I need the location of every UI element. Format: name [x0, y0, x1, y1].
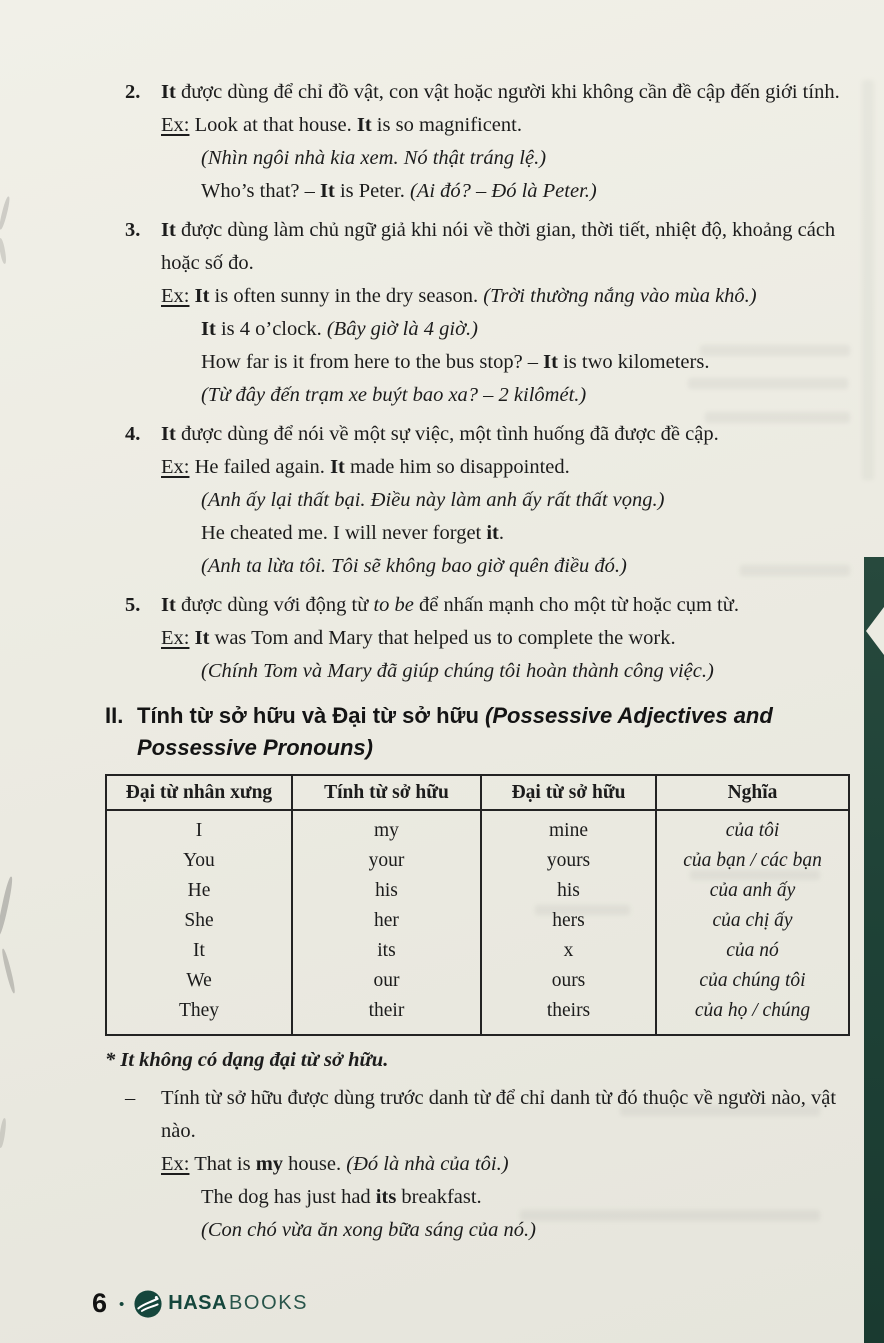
scan-mark — [0, 238, 7, 264]
section-title: Tính từ sở hữu và Đại từ sở hữu (Possessive Adjectives and Possessive Pronouns) — [137, 703, 773, 760]
bleed-artifact — [862, 80, 874, 480]
page-number: 6 — [92, 1288, 108, 1318]
table-column-possessive-adjectives — [293, 811, 482, 1034]
scan-mark — [0, 196, 11, 230]
scan-mark — [1, 948, 17, 994]
table-cell: his — [557, 880, 580, 901]
item-number: 4. — [125, 423, 141, 445]
page-footer — [92, 1288, 308, 1319]
table-cell: your — [368, 850, 405, 871]
table-cell: its — [377, 940, 396, 961]
table-cell: của chị ấy — [712, 910, 793, 931]
example-line: The dog has just had its breakfast. — [201, 1186, 482, 1208]
translation-line: (Con chó vừa ăn xong bữa sáng của nó.) — [201, 1219, 536, 1241]
scan-mark — [0, 1118, 7, 1148]
translation-line: (Nhìn ngôi nhà kia xem. Nó thật tráng lệ.) — [201, 147, 547, 169]
example-line: It is 4 o’clock. (Bây giờ là 4 giờ.) — [201, 318, 478, 340]
table-cell: We — [186, 970, 212, 991]
item-number: 3. — [125, 219, 141, 241]
table-cell: của chúng tôi — [699, 970, 806, 991]
table-footnote: * It không có dạng đại từ sở hữu. — [105, 1049, 389, 1071]
translation-line: (Chính Tom và Mary đã giúp chúng tôi hoàn thành công việc.) — [201, 660, 714, 682]
table-cell: He — [187, 880, 211, 901]
grammar-item-2 — [125, 76, 852, 208]
scan-mark — [0, 876, 14, 936]
example-line: He cheated me. I will never forget it. — [201, 522, 505, 544]
table-header-meaning: Nghĩa — [657, 776, 848, 811]
table-column-possessive-pronouns — [482, 811, 657, 1034]
table-cell: của anh ấy — [709, 880, 796, 901]
table-cell: She — [184, 910, 214, 931]
possessive-table — [105, 774, 850, 1036]
table-cell: her — [374, 910, 399, 931]
table-column-pronouns — [107, 811, 293, 1034]
item-number: 2. — [125, 81, 141, 103]
table-header-pronoun: Đại từ nhân xưng — [107, 776, 293, 811]
rule-text: It được dùng để chỉ đồ vật, con vật hoặc người khi không cần đề cập đến giới tính. — [161, 81, 840, 103]
translation-line: (Anh ta lừa tôi. Tôi sẽ không bao giờ quên điều đó.) — [201, 555, 627, 577]
table-cell: You — [183, 850, 215, 871]
grammar-item-5 — [125, 589, 852, 688]
page-content — [105, 76, 852, 1253]
table-cell: They — [178, 1000, 220, 1021]
translation-line: (Từ đây đến trạm xe buýt bao xa? – 2 kilômét.) — [201, 384, 587, 406]
table-cell: ours — [551, 970, 586, 991]
table-cell: his — [375, 880, 398, 901]
table-cell: yours — [546, 850, 591, 871]
brand-bold: HASA — [168, 1292, 227, 1314]
section-number: II. — [105, 703, 124, 728]
table-cell: của bạn / các bạn — [683, 850, 822, 871]
table-cell: their — [368, 1000, 405, 1021]
hasabooks-logo-icon — [134, 1290, 162, 1318]
translation-line: (Anh ấy lại thất bại. Điều này làm anh ấy rất thất vọng.) — [201, 489, 665, 511]
example-line: Who’s that? – It is Peter. (Ai đó? – Đó là Peter.) — [201, 180, 597, 202]
brand-light: BOOKS — [228, 1292, 309, 1314]
section-heading — [105, 700, 852, 764]
table-header-possessive-pronoun: Đại từ sở hữu — [482, 776, 657, 811]
grammar-item-4 — [125, 418, 852, 583]
rule-text: It được dùng với động từ to be để nhấn mạnh cho một từ hoặc cụm từ. — [161, 594, 739, 616]
example-line: Ex: He failed again. It made him so disappointed. — [161, 456, 570, 478]
page-edge-bar — [864, 557, 884, 1343]
table-column-meanings — [657, 811, 848, 1034]
item-number: 5. — [125, 594, 141, 616]
table-cell: hers — [552, 910, 585, 931]
example-line: Ex: It was Tom and Mary that helped us to complete the work. — [161, 627, 676, 649]
rule-text: It được dùng để nói về một sự việc, một tình huống đã được đề cập. — [161, 423, 719, 445]
table-cell: our — [373, 970, 400, 991]
table-cell: x — [563, 940, 574, 961]
possessive-note — [125, 1082, 852, 1247]
table-cell: mine — [548, 820, 588, 841]
example-line: How far is it from here to the bus stop? – It is two kilometers. — [201, 351, 710, 373]
example-line: Ex: Look at that house. It is so magnificent. — [161, 114, 522, 136]
table-cell: It — [193, 940, 205, 961]
dash-marker: – — [125, 1087, 136, 1109]
footer-separator: • — [119, 1296, 125, 1313]
table-cell: my — [374, 820, 399, 841]
table-cell: theirs — [546, 1000, 591, 1021]
grammar-item-3 — [125, 214, 852, 412]
table-cell: của họ / chúng — [694, 1000, 811, 1021]
rule-text: It được dùng làm chủ ngữ giả khi nói về thời gian, thời tiết, nhiệt độ, khoảng cách hoặc số đo. — [161, 219, 836, 274]
rule-text: Tính từ sở hữu được dùng trước danh từ để chỉ danh từ đó thuộc về người nào, vật nào. — [161, 1087, 837, 1142]
example-line: Ex: That is my house. (Đó là nhà của tôi.) — [161, 1153, 509, 1175]
table-header-possessive-adjective: Tính từ sở hữu — [293, 776, 482, 811]
example-line: Ex: It is often sunny in the dry season. (Trời thường nắng vào mùa khô.) — [161, 285, 757, 307]
brand-text — [168, 1292, 308, 1315]
table-cell: của tôi — [725, 820, 780, 841]
table-cell: I — [195, 820, 203, 841]
table-cell: của nó — [726, 940, 779, 961]
